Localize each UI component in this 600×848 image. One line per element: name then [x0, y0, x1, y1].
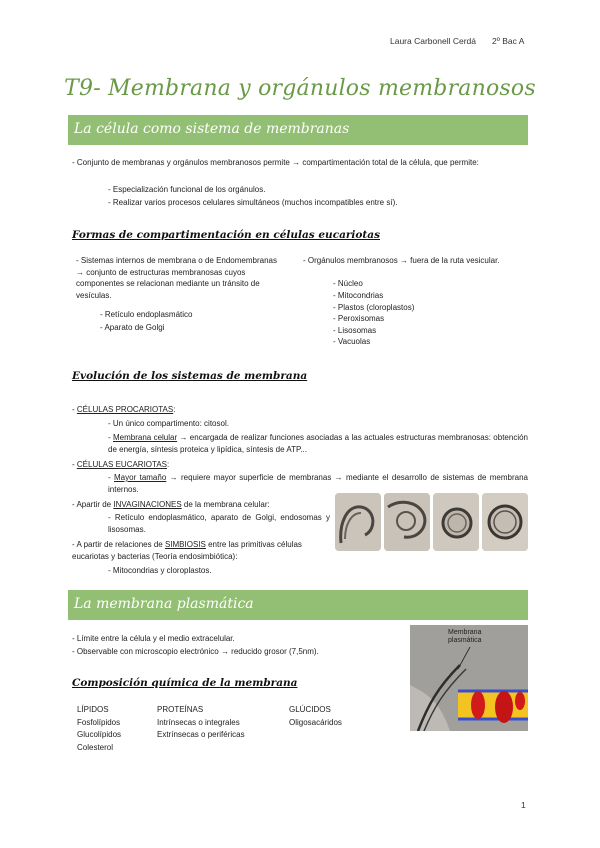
list-item: - Un único compartimento: citosol.: [108, 419, 229, 428]
column-item: Oligosacáridos: [289, 717, 342, 727]
list-item: - Peroxisomas: [333, 314, 385, 323]
micrograph-image: [482, 493, 528, 551]
micrograph-image: [433, 493, 479, 551]
author-name: Laura Carbonell Cerdá: [390, 36, 476, 46]
bullet-item: - Especialización funcional de los orgánulos.: [108, 185, 266, 194]
column-item: Glucolípidos: [77, 730, 122, 739]
subheading-composicion: Composición química de la membrana: [72, 677, 298, 689]
membrane-label: Membrana plasmática: [448, 629, 482, 644]
list-item: - Plastos (cloroplastos): [333, 303, 415, 312]
list-item: - Núcleo: [333, 279, 363, 288]
bullet-item: - Límite entre la célula y el medio extracelular.: [72, 634, 235, 643]
column-title: PROTEÍNAS: [157, 705, 204, 714]
simbiosis-item: - A partir de relaciones de SIMBIOSIS entre las primitivas células eucariotas y bacterias (Teoría endosimbiótica):: [72, 540, 302, 561]
column-proteinas: [157, 704, 245, 742]
list-item: - Lisosomas: [333, 326, 377, 335]
course-label: 2º Bac A: [492, 36, 525, 46]
page-title: T9- Membrana y orgánulos membranosos: [64, 76, 536, 101]
list-item: - Aparato de Golgi: [100, 323, 165, 332]
micrograph-image: [335, 493, 381, 551]
mayor-tamano-item: - Mayor tamaño → requiere mayor superficie de membranas → mediante el desarrollo de sistemas de membrana internos.: [108, 473, 528, 494]
section-heading: La membrana plasmática: [74, 596, 254, 612]
page-number: 1: [521, 800, 526, 810]
organulos-text: - Orgánulos membranosos → fuera de la ruta vesicular.: [303, 256, 500, 265]
column-item: Fosfolípidos: [77, 717, 121, 727]
list-item: - Mitocondrias: [333, 291, 384, 300]
section-band-cell-membranes: [68, 115, 528, 145]
invaginaciones-item: - Apartir de INVAGINACIONES de la membrana celular:: [72, 500, 270, 509]
membrane-micrograph-diagram: [410, 625, 528, 731]
bullet-item: - Observable con microscopio electrónico → reducido grosor (7,5nm).: [72, 647, 319, 656]
list-item: - Retículo endoplasmático: [100, 310, 193, 319]
column-item: Colesterol: [77, 742, 114, 752]
membrana-celular-item: - Membrana celular → encargada de realizar funciones asociadas a las actuales estructuras membranosas: obtención de energía, síntesis proteica y lipídica, síntesis de ATP...: [108, 433, 528, 454]
intro-paragraph: - Conjunto de membranas y orgánulos membranosos permite → compartimentación total de la célula, que permite:: [72, 158, 479, 167]
section-band-plasma-membrane: [68, 590, 528, 620]
bullet-item: - Realizar varios procesos celulares simultáneos (muchos incompatibles entre sí).: [108, 198, 398, 207]
subheading-evolucion: Evolución de los sistemas de membrana: [72, 370, 308, 382]
eucariotas-heading: - CÉLULAS EUCARIOTAS:: [72, 460, 170, 469]
column-lipidos: [77, 704, 121, 754]
column-item: Extrínsecas o periféricas: [157, 730, 245, 739]
micrograph-image: [384, 493, 430, 551]
list-item: - Mitocondrias y cloroplastos.: [108, 566, 212, 575]
column-glucidos: [289, 704, 342, 729]
column-title: LÍPIDOS: [77, 705, 109, 714]
section-heading: La célula como sistema de membranas: [74, 121, 350, 137]
procariotas-heading: - CÉLULAS PROCARIOTAS:: [72, 405, 176, 414]
list-item: - Retículo endoplasmático, aparato de Golgi, endosomas y lisosomas.: [108, 513, 330, 534]
subheading-formas: Formas de compartimentación en células eucariotas: [72, 229, 380, 241]
column-item: Intrínsecas o integrales: [157, 717, 240, 727]
column-title: GLÚCIDOS: [289, 705, 331, 714]
list-item: - Vacuolas: [333, 337, 371, 346]
endomembranas-text: - Sistemas internos de membrana o de Endomembranas → conjunto de estructuras membranosas cuyos componentes se relacionan mediante un tránsito de vesículas.: [76, 256, 277, 300]
